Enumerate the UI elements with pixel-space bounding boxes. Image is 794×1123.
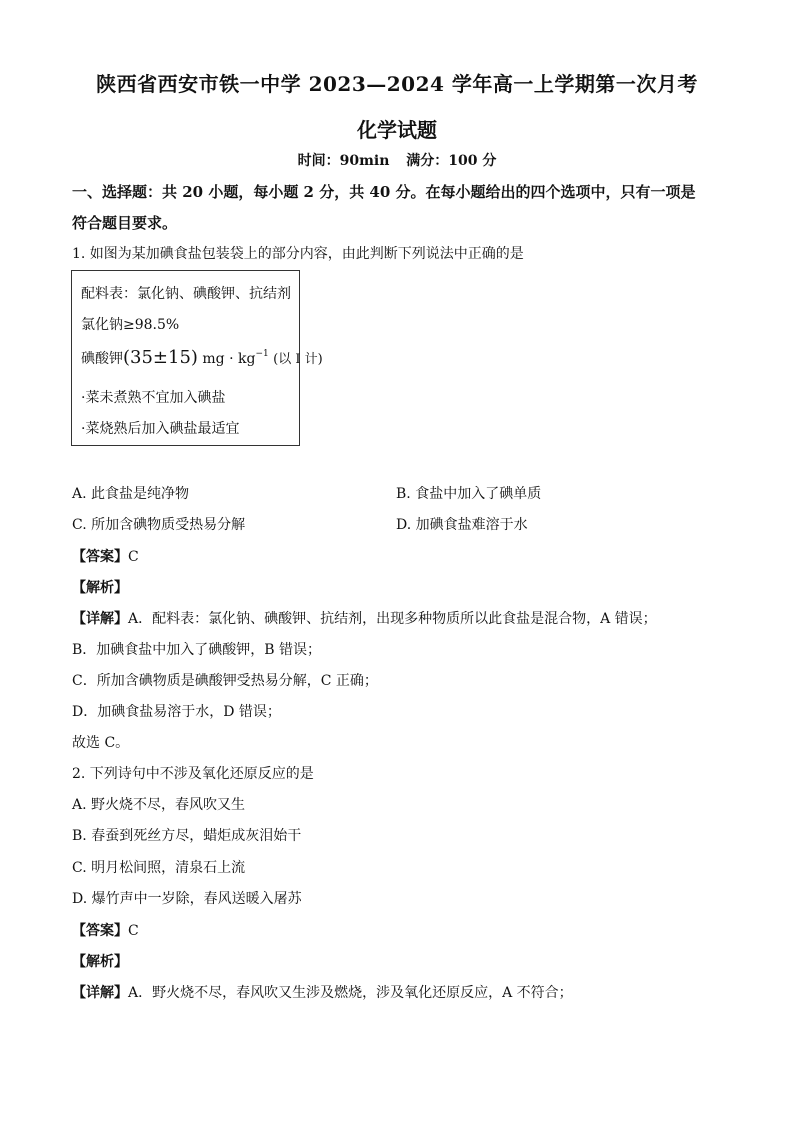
q2-answer (72, 921, 139, 941)
kio3-exponent: −1 (255, 349, 269, 359)
q2-option-c: C. 明月松间照，清泉石上流 (72, 860, 246, 876)
q1-salt-label-box (71, 270, 323, 446)
q1-option-a: A. 此食盐是纯净物 (72, 486, 190, 502)
section-instruction-line2: 符合题目要求。 (72, 214, 178, 232)
q1-detail-d: D．加碘食盐易溶于水，D 错误； (72, 704, 281, 720)
q1-detail-a (72, 609, 657, 629)
detail-tag: 【详解】 (72, 985, 128, 1001)
q1-detail-c: C．所加含碘物质是碘酸钾受热易分解，C 正确； (72, 673, 378, 689)
q2-stem: 2. 下列诗句中不涉及氧化还原反应的是 (72, 766, 314, 782)
exam-meta (0, 150, 794, 170)
kio3-value: (35±15) (123, 347, 198, 368)
q1-answer (72, 547, 139, 567)
kio3-note: (以 I 计) (273, 352, 323, 367)
kio3-unit: mg · kg (202, 351, 256, 367)
box-tip-1: ·菜未煮熟不宜加入碘盐 (81, 390, 226, 406)
detail-a-text: A．配料表：氯化钠、碘酸钾、抗结剂，出现多种物质所以此食盐是混合物，A 错误； (128, 611, 657, 627)
box-ingredients: 配料表：氯化钠、碘酸钾、抗结剂 (81, 286, 291, 302)
q1-option-d: D. 加碘食盐难溶于水 (396, 517, 528, 533)
exam-title: 陕西省西安市铁一中学 2023—2024 学年高一上学期第一次月考 (96, 72, 698, 96)
q1-detail-b: B．加碘食盐中加入了碘酸钾，B 错误； (72, 642, 322, 658)
q2-detail-a (72, 983, 573, 1003)
q2-option-b: B. 春蚕到死丝方尽，蜡炬成灰泪始干 (72, 828, 302, 844)
box-tip-2: ·菜烧熟后加入碘盐最适宜 (81, 421, 240, 437)
q1-analysis-tag: 【解析】 (72, 580, 128, 596)
q2-option-d: D. 爆竹声中一岁除，春风送暖入屠苏 (72, 891, 302, 907)
answer-value: C (128, 923, 139, 939)
q1-stem: 1. 如图为某加碘食盐包装袋上的部分内容，由此判断下列说法中正确的是 (72, 246, 524, 262)
q1-option-b: B. 食盐中加入了碘单质 (396, 486, 542, 502)
detail-tag: 【详解】 (72, 611, 128, 627)
q2-analysis-tag: 【解析】 (72, 954, 128, 970)
q1-option-c: C. 所加含碘物质受热易分解 (72, 517, 246, 533)
score-label: 满分：100 分 (406, 153, 497, 169)
answer-value: C (128, 549, 139, 565)
section-instruction-line1: 一、选择题：共 20 小题，每小题 2 分，共 40 分。在每小题给出的四个选项中，只有一项是 (72, 183, 696, 201)
q2-option-a: A. 野火烧不尽，春风吹又生 (72, 797, 246, 813)
q1-conclusion: 故选 C。 (72, 735, 130, 751)
box-kio3-content (81, 347, 323, 368)
answer-tag: 【答案】 (72, 549, 128, 565)
detail-a-text: A．野火烧不尽，春风吹又生涉及燃烧，涉及氧化还原反应，A 不符合； (128, 985, 573, 1001)
exam-subject-title: 化学试题 (357, 118, 437, 142)
box-nacl-content: 氯化钠≥98.5% (81, 317, 180, 333)
answer-tag: 【答案】 (72, 923, 128, 939)
time-label: 时间：90min (297, 153, 390, 169)
kio3-label: 碘酸钾 (81, 351, 123, 367)
